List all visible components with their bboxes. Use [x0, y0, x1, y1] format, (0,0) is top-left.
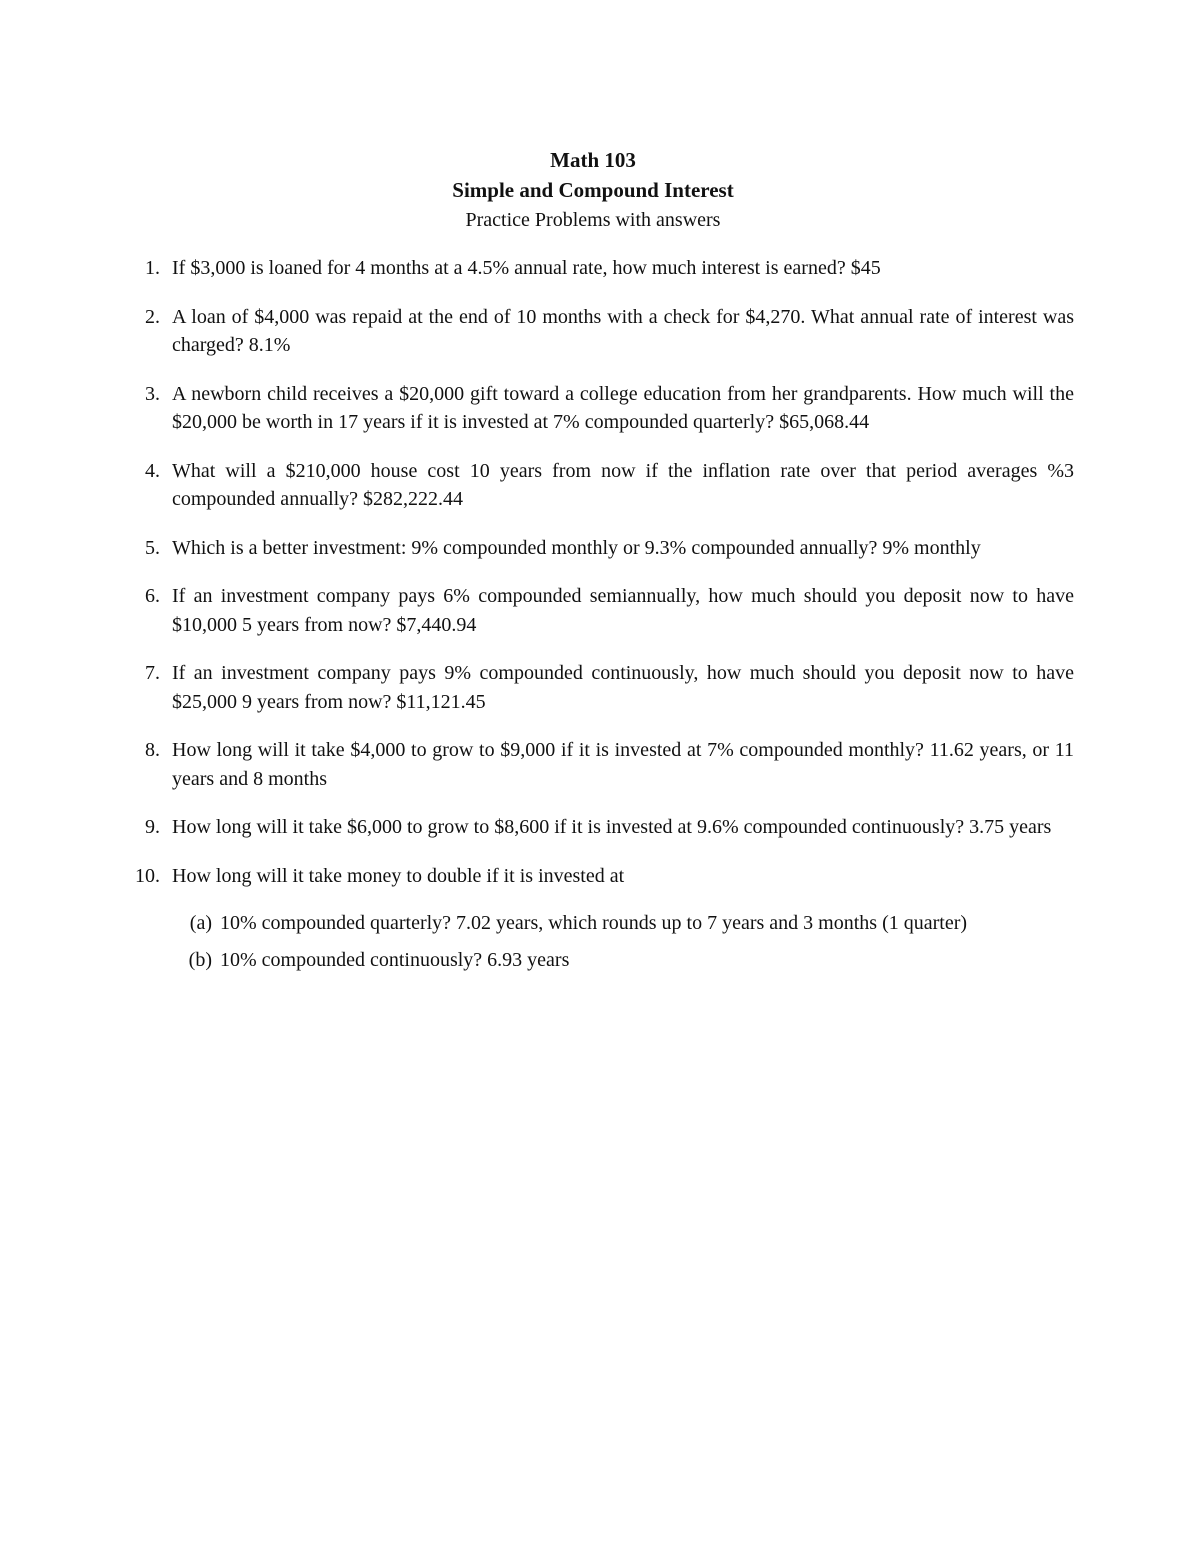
- problem-item: [0, 380, 1200, 437]
- problem-number: 4.: [145, 459, 160, 482]
- problem-number: 7.: [145, 662, 160, 684]
- problem-text: How long will it take $4,000 to grow to $9,000 if it is invested at 7% compounded monthly? 11.62 years, or 11 years and 8 months: [172, 739, 1074, 790]
- problem-text: If $3,000 is loaned for 4 months at a 4.5% annual rate, how much interest is earned? $45: [172, 257, 881, 279]
- problem-text: A loan of $4,000 was repaid at the end of 10 months with a check for $4,270. What annual rate of interest was charged? 8.1%: [172, 305, 1074, 356]
- problem-item: [0, 534, 1200, 563]
- problem-item: [0, 659, 1200, 716]
- problem-text: If an investment company pays 6% compounded semiannually, how much should you deposit now to have $10,000 5 years from now? $7,440.94: [172, 585, 1074, 636]
- problem-text: How long will it take money to double if it is invested at: [172, 864, 625, 887]
- problem-item: [0, 457, 1200, 514]
- subpart-label: (b): [188, 948, 212, 971]
- subpart-label: (a): [189, 912, 212, 934]
- problem-item: [0, 582, 1200, 639]
- problem-number: 10.: [135, 864, 160, 887]
- problem-number: 5.: [145, 536, 160, 559]
- problem-number: 1.: [145, 257, 160, 279]
- problem-item: [0, 736, 1200, 793]
- subpart-item: [0, 946, 1200, 975]
- subpart-text: 10% compounded continuously? 6.93 years: [220, 948, 570, 971]
- subpart-text: 10% compounded quarterly? 7.02 years, which rounds up to 7 years and 3 months (1 quarter): [220, 912, 968, 934]
- problem-item: [0, 303, 1200, 360]
- page-title: Simple and Compound Interest: [452, 178, 734, 202]
- course-title: Math 103: [550, 148, 636, 172]
- problem-list: [0, 254, 1200, 994]
- problem-text: How long will it take $6,000 to grow to $8,600 if it is invested at 9.6% compounded continuously? 3.75 years: [172, 816, 1052, 838]
- problem-number: 2.: [145, 305, 160, 328]
- problem-number: 8.: [145, 739, 160, 761]
- problem-number: 6.: [145, 585, 160, 607]
- problem-text: A newborn child receives a $20,000 gift toward a college education from her grandparents. How much will the $20,000 be worth in 17 years if it is invested at 7% compounded quarterly? $65,068.44: [172, 382, 1074, 433]
- problem-item: [0, 813, 1200, 842]
- subpart-list: [0, 909, 1200, 974]
- page-subtitle: Practice Problems with answers: [465, 209, 721, 231]
- problem-number: 9.: [145, 816, 160, 838]
- problem-text: Which is a better investment: 9% compounded monthly or 9.3% compounded annually? 9% monthly: [172, 536, 981, 559]
- subpart-item: [0, 909, 1200, 938]
- problem-text: What will a $210,000 house cost 10 years from now if the inflation rate over that period averages %3 compounded annually? $282,222.44: [172, 459, 1074, 510]
- problem-item: [0, 862, 1200, 975]
- problem-number: 3.: [145, 382, 160, 405]
- document-header: [0, 145, 1186, 235]
- problem-item: [0, 254, 1200, 283]
- problem-text: If an investment company pays 9% compounded continuously, how much should you deposit now to have $25,000 9 years from now? $11,121.45: [172, 662, 1074, 713]
